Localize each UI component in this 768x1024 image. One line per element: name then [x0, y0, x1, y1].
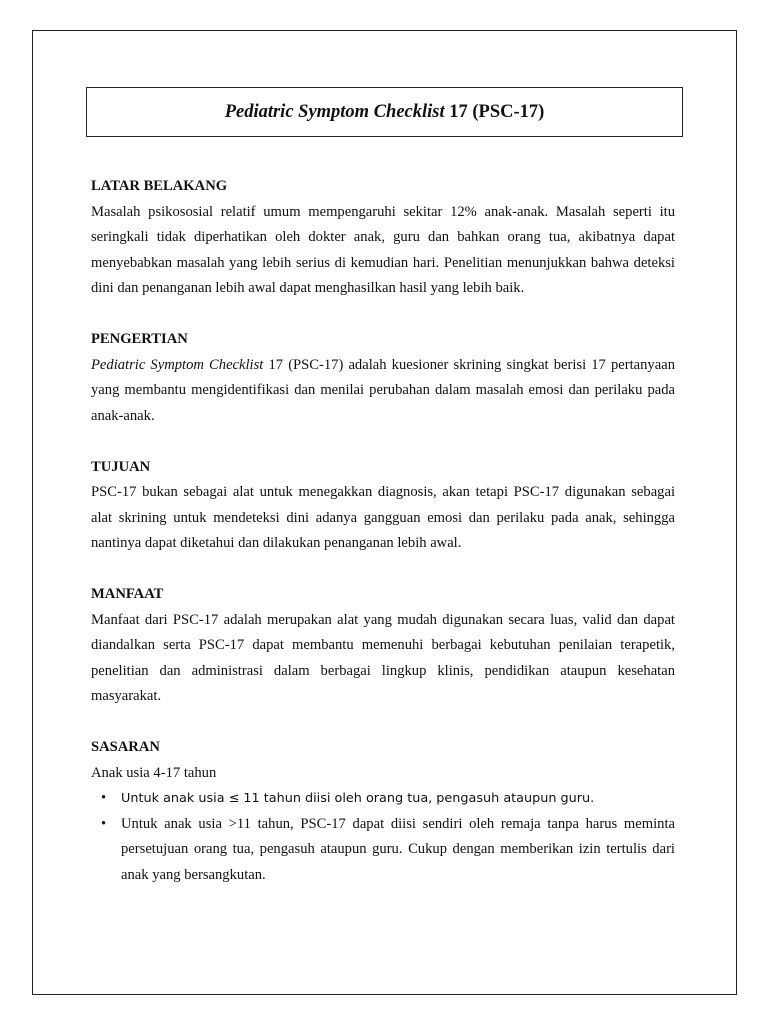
section-heading: TUJUAN: [91, 458, 151, 475]
list-item: [91, 812, 675, 889]
section-intro: Anak usia 4-17 tahun: [91, 764, 217, 781]
section-sasaran: [91, 735, 675, 888]
document-title-box: [86, 87, 683, 137]
section-tujuan: [91, 455, 675, 557]
bullet-icon: •: [101, 790, 107, 806]
section-body: [91, 353, 675, 430]
list-item: [91, 786, 675, 812]
list-item-text: Untuk anak usia >11 tahun, PSC-17 dapat diisi sendiri oleh remaja tanpa harus meminta persetujuan orang tua, pengasuh ataupun guru. Cukup dengan memberikan izin tertulis dari anak yang bersangkutan.: [121, 815, 675, 883]
section-manfaat: [91, 582, 675, 710]
section-body-italic: Pediatric Symptom Checklist: [91, 356, 264, 373]
document-title: [225, 102, 545, 123]
section-body: PSC-17 bukan sebagai alat untuk menegakkan diagnosis, akan tetapi PSC-17 digunakan sebagai alat skrining untuk mendeteksi dini adanya gangguan emosi dan perilaku pada anak, sehingga nantinya dapat diketahui dan dilakukan penanganan lebih awal.: [91, 484, 675, 551]
document-content: [91, 174, 675, 914]
bullet-list: [91, 786, 675, 888]
document-title-italic: Pediatric Symptom Checklist: [224, 101, 445, 122]
section-heading: LATAR BELAKANG: [91, 178, 228, 194]
list-item-text: Untuk anak usia ≤ 11 tahun diisi oleh orang tua, pengasuh ataupun guru.: [121, 791, 595, 806]
section-heading: PENGERTIAN: [91, 331, 188, 347]
section-heading: MANFAAT: [91, 586, 164, 602]
section-latar-belakang: [91, 174, 675, 302]
bullet-icon: •: [101, 815, 107, 832]
section-body-rest: 17 (PSC-17) adalah kuesioner skrining singkat berisi 17 pertanyaan yang membantu mengidentifikasi dan menilai perubahan dalam masalah emosi dan perilaku pada anak-anak.: [91, 356, 675, 424]
section-body: Masalah psikososial relatif umum mempengaruhi sekitar 12% anak-anak. Masalah seperti itu seringkali tidak diperhatikan oleh dokter anak, guru dan bahkan orang tua, akibatnya dapat menyebabkan masalah yang lebih serius di kemudian hari. Penelitian menunjukkan bahwa deteksi dini dan penanganan lebih awal dapat menghasilkan hasil yang lebih baik.: [91, 203, 675, 296]
section-heading: SASARAN: [91, 739, 160, 755]
section-pengertian: [91, 327, 675, 429]
section-body: Manfaat dari PSC-17 adalah merupakan alat yang mudah digunakan secara luas, valid dan dapat diandalkan serta PSC-17 dapat membantu memenuhi berbagai kebutuhan penilaian terapetik, penelitian dan administrasi dalam berbagai lingkup klinis, pendidikan ataupun kesehatan masyarakat.: [91, 611, 675, 704]
document-title-rest: 17 (PSC-17): [444, 101, 545, 122]
